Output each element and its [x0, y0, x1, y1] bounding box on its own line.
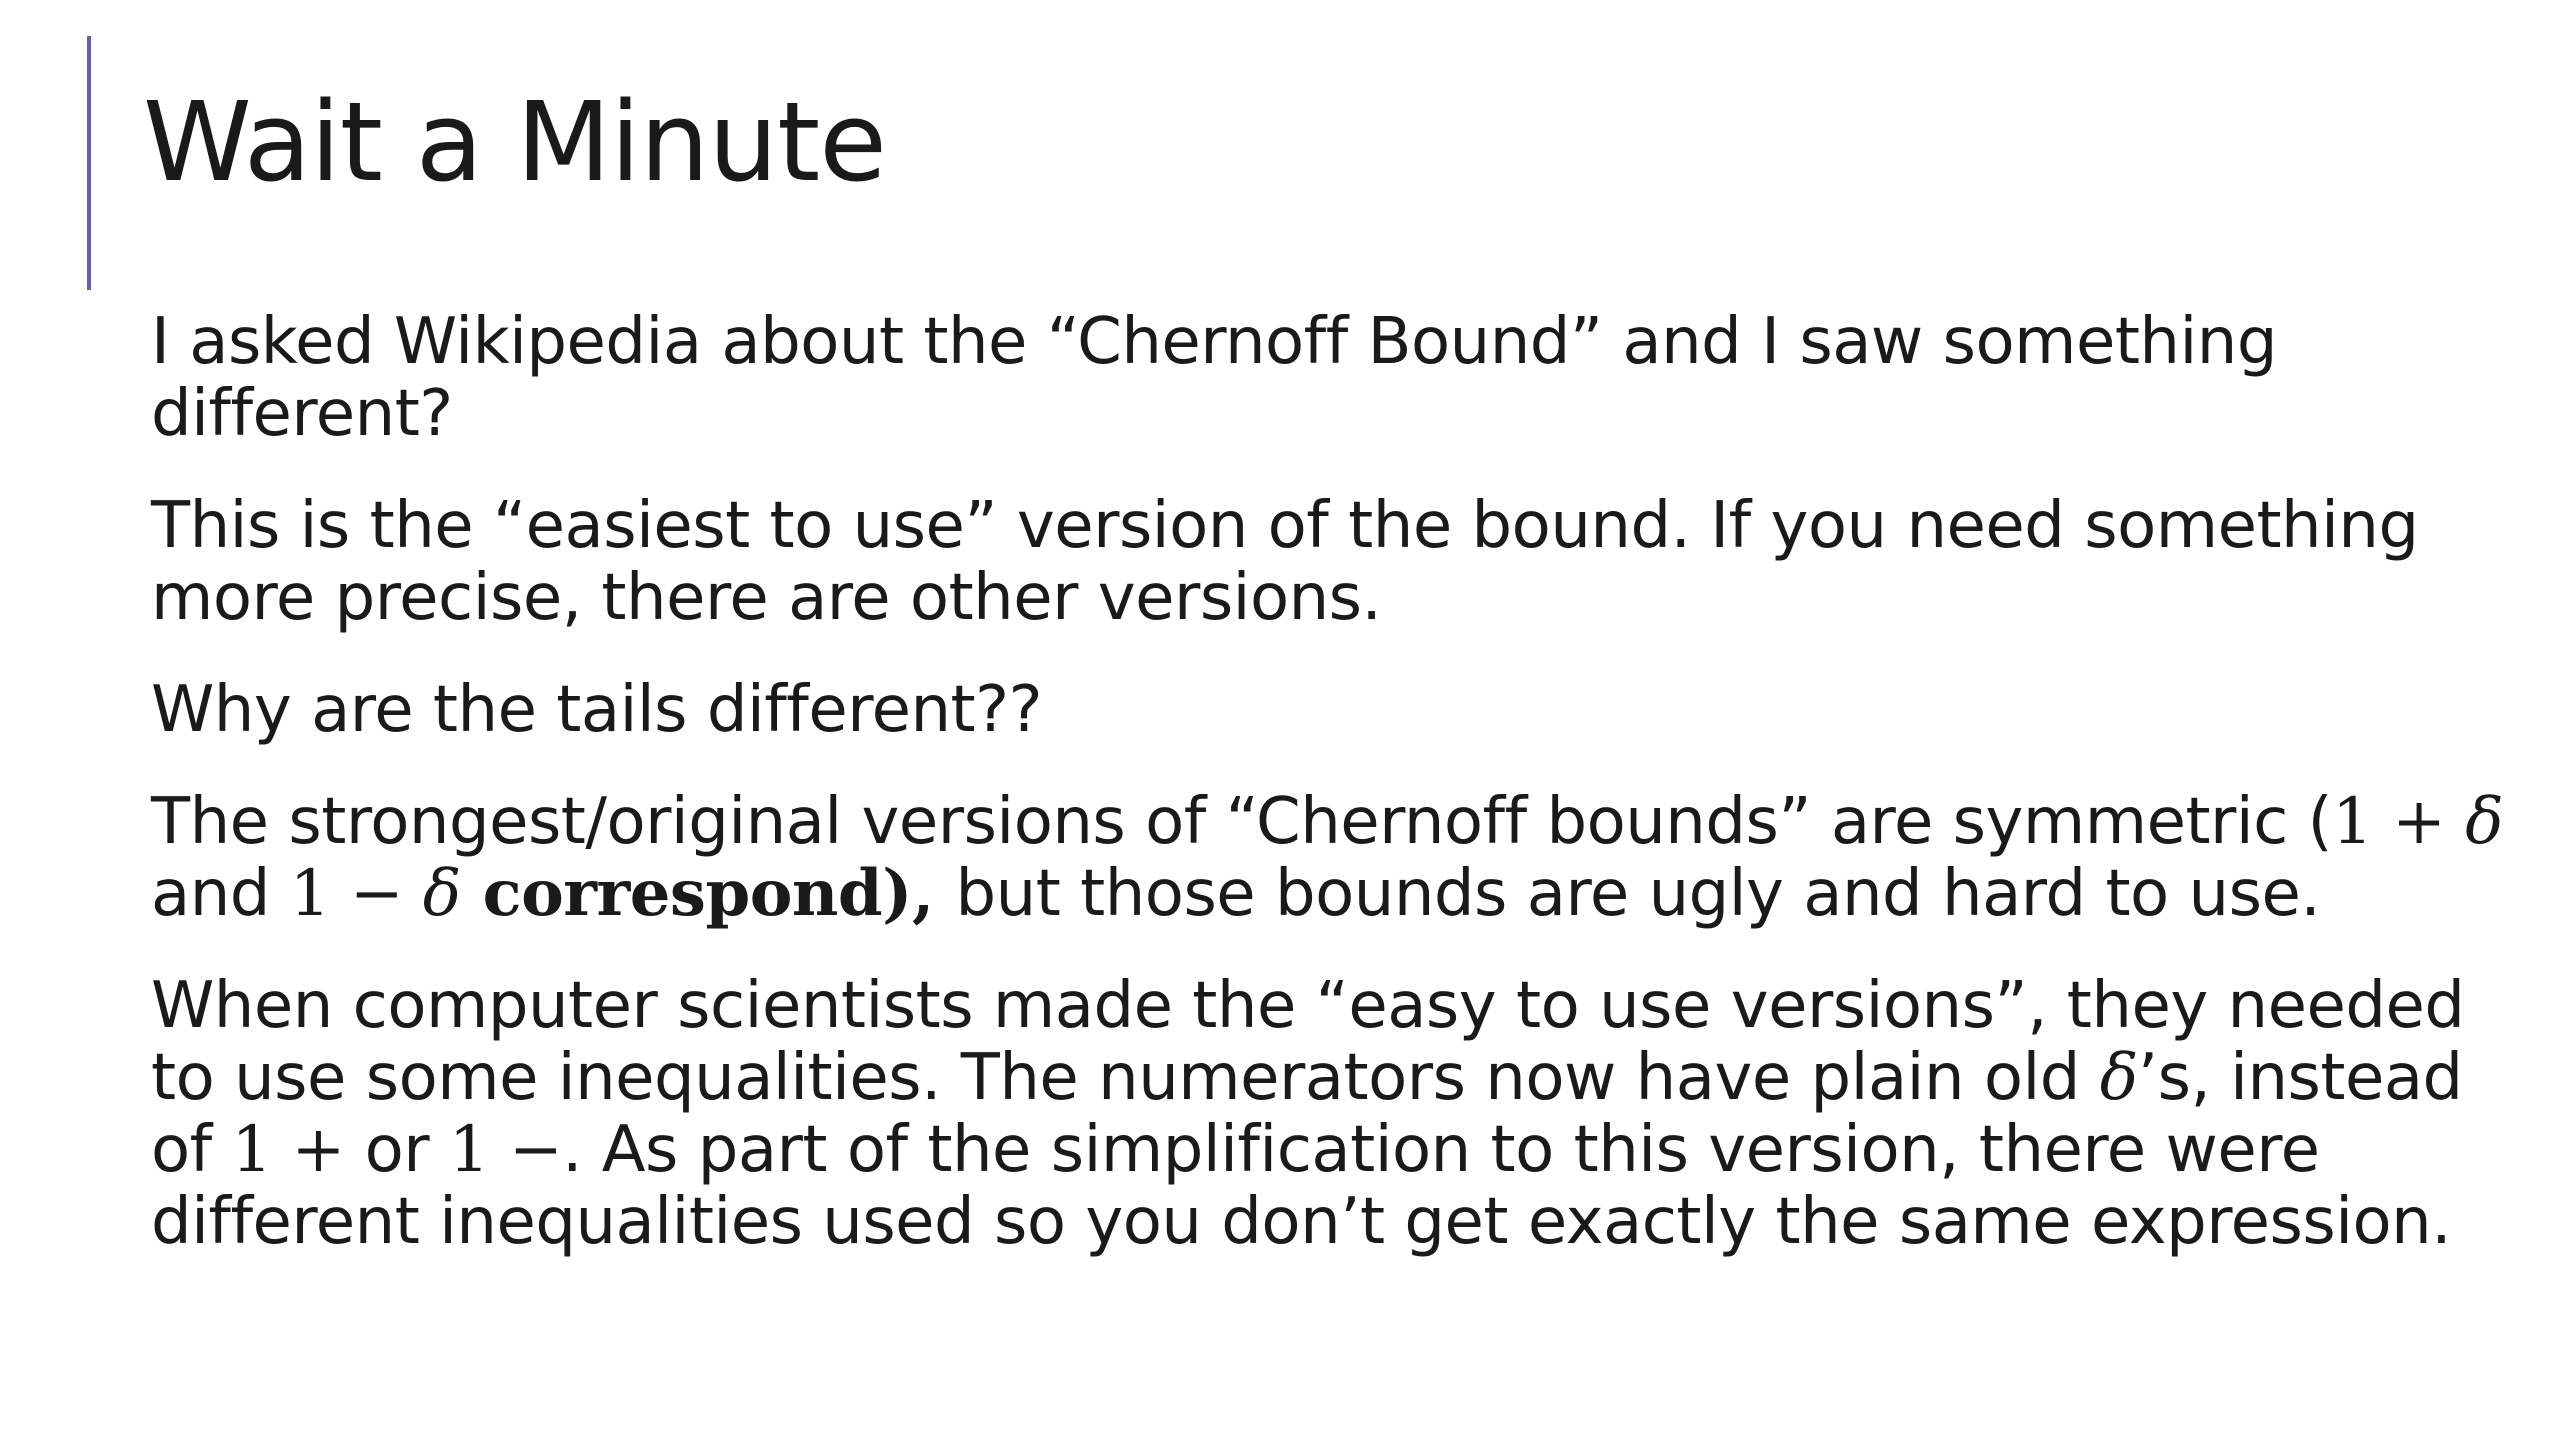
title-accent-bar — [87, 36, 91, 290]
slide-body — [151, 306, 2531, 1298]
paragraph-wikipedia-question: I asked Wikipedia about the “Chernoff Bound” and I saw something different? — [151, 305, 2277, 451]
math-delta: δ — [422, 857, 461, 931]
text-segment: The strongest/original versions of “Chernoff bounds” are symmetric ( — [151, 785, 2333, 859]
math-one-minus: 1 − — [289, 857, 423, 931]
math-one-minus: 1 − — [448, 1113, 563, 1187]
text-segment: . As part of the simplification to this version, there were different inequalities used so you don’t get exactly the same expression. — [151, 1113, 2452, 1259]
text-segment: ’s, instead of — [151, 1041, 2463, 1187]
text-segment: but those bounds are ugly and hard to use. — [955, 857, 2321, 931]
math-delta: δ — [2099, 1041, 2138, 1115]
paragraph-simplification — [151, 970, 2531, 1258]
paragraph-symmetric-bounds — [151, 786, 2531, 930]
paragraph-tails-question: Why are the tails different?? — [151, 673, 1043, 747]
text-segment: or — [344, 1113, 449, 1187]
math-one-plus: 1 + — [231, 1113, 345, 1187]
math-delta: δ — [2465, 785, 2504, 859]
math-one-plus: 1 + — [2332, 785, 2466, 859]
paragraph-easiest-version: This is the “easiest to use” version of the bound. If you need something more precise, there are other versions. — [151, 489, 2419, 635]
slide-title: Wait a Minute — [143, 78, 886, 206]
text-segment: and — [151, 857, 290, 931]
text-segment: When computer scientists made the “easy to use versions”, they needed to use some inequalities. The numerators now have plain old — [151, 969, 2465, 1115]
math-correspond: correspond), — [460, 856, 956, 931]
